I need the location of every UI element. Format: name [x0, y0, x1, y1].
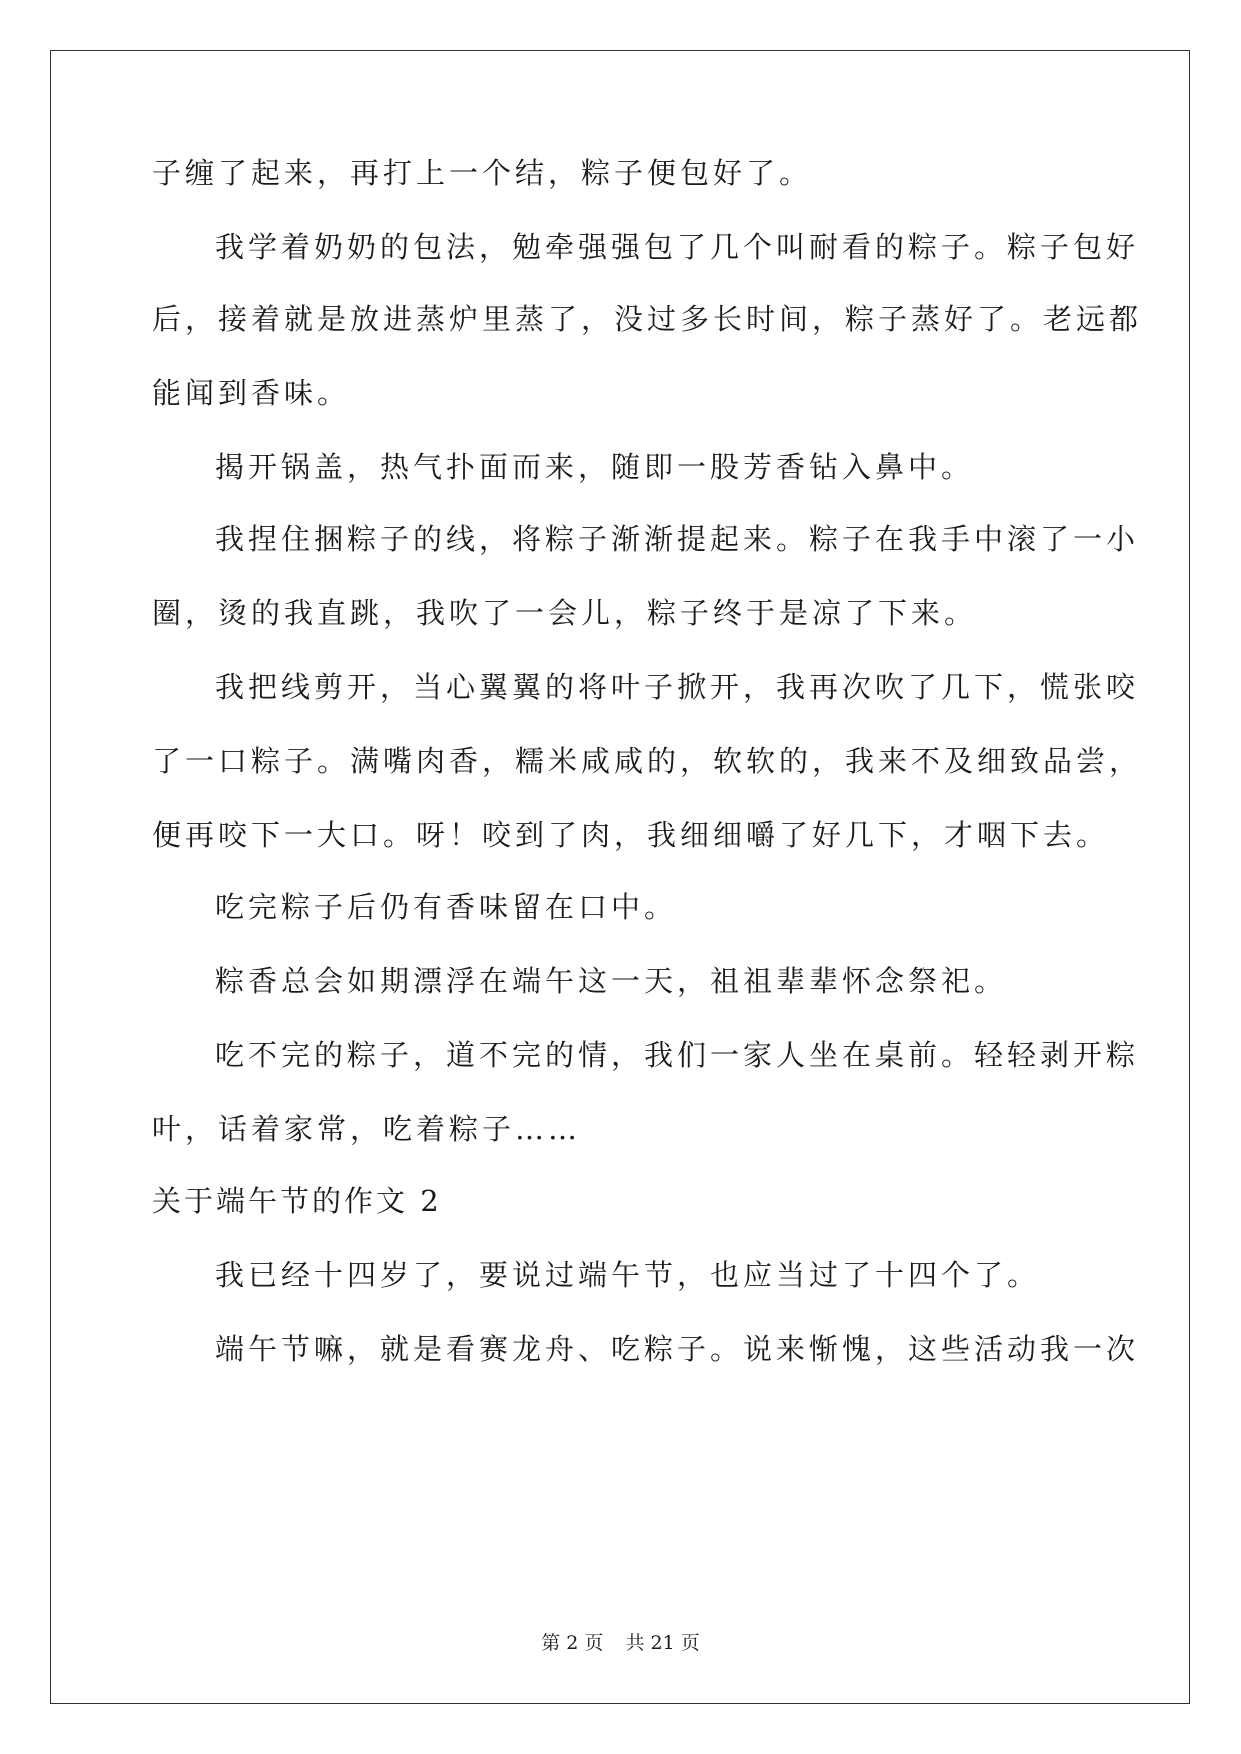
paragraph-start: 我学着奶奶的包法，勉牵强强包了几个叫耐看的粽子。粽子包好 — [215, 230, 1140, 264]
page-border — [50, 50, 1190, 1704]
text-line: 能闻到香味。 — [152, 376, 351, 410]
paragraph-start: 吃完粽子后仍有香味留在口中。 — [215, 890, 678, 924]
text-line: 后，接着就是放进蒸炉里蒸了，没过多长时间，粽子蒸好了。老远都 — [152, 302, 1143, 336]
paragraph-start: 端午节嘛，就是看赛龙舟、吃粽子。说来惭愧，这些活动我一次 — [215, 1332, 1140, 1366]
text-line: 了一口粽子。满嘴肉香，糯米咸咸的，软软的，我来不及细致品尝， — [152, 744, 1143, 778]
text-line: 叶，话着家常，吃着粽子…… — [152, 1112, 582, 1146]
paragraph-start: 我捏住捆粽子的线，将粽子渐渐提起来。粽子在我手中滚了一小 — [215, 522, 1140, 556]
paragraph-start: 粽香总会如期漂浮在端午这一天，祖祖辈辈怀念祭祀。 — [215, 964, 1008, 998]
page-footer — [0, 1628, 1241, 1655]
text-line: 便再咬下一大口。呀！咬到了肉，我细细嚼了好几下，才咽下去。 — [152, 818, 1110, 852]
total-pages: 共 21 页 — [625, 1632, 700, 1654]
paragraph-start: 揭开锅盖，热气扑面而来，随即一股芳香钻入鼻中。 — [215, 450, 975, 484]
page-number: 第 2 页 — [541, 1632, 604, 1654]
section-heading: 关于端午节的作文 2 — [152, 1184, 442, 1218]
paragraph-start: 吃不完的粽子，道不完的情，我们一家人坐在桌前。轻轻剥开粽 — [215, 1038, 1140, 1072]
paragraph-start: 我已经十四岁了，要说过端午节，也应当过了十四个了。 — [215, 1258, 1041, 1292]
text-line: 圈，烫的我直跳，我吹了一会儿，粽子终于是凉了下来。 — [152, 596, 978, 630]
paragraph-start: 我把线剪开，当心翼翼的将叶子掀开，我再次吹了几下，慌张咬 — [215, 670, 1140, 704]
text-line: 子缠了起来，再打上一个结，粽子便包好了。 — [152, 156, 813, 190]
